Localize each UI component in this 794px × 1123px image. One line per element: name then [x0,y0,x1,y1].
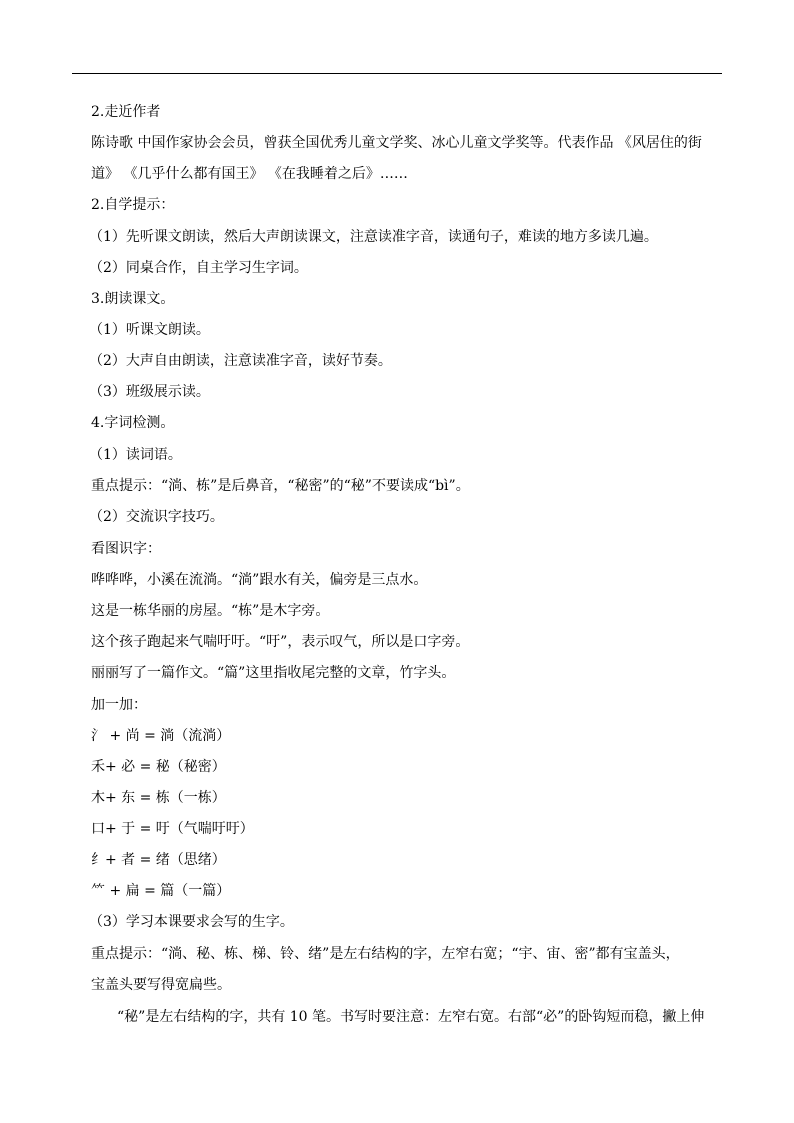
add-formula-6: ⺮ + 扁 = 篇（一篇） [91,883,231,899]
section-heading-self-study: 2.自学提示： [91,197,175,213]
author-bio-line-1: 陈诗歌 中国作家协会会员，曾获全国优秀儿童文学奖、冰心儿童文学奖等。代表作品 《风居住的街 [91,135,702,151]
author-bio-line-2: 道》 《几乎什么都有国王》 《在我睡着之后》…… [91,166,408,182]
key-tip-structure-line-1: 重点提示：“淌、秘、栋、梯、铃、绪”是左右结构的字，左窄右宽；“宇、宙、密”都有宝盖头， [91,946,680,962]
picture-literacy-line-2: 这是一栋华丽的房屋。“栋”是木字旁。 [91,603,330,619]
add-formula-2: 禾+ 必 = 秘（秘密） [91,759,226,775]
add-heading: 加一加： [91,697,147,713]
picture-literacy-line-3: 这个孩子跑起来气喘吁吁。“吁”，表示叹气，所以是口字旁。 [91,634,470,650]
reading-item-3: （3）班级展示读。 [89,384,210,400]
reading-item-1: （1）听课文朗读。 [89,322,210,338]
picture-literacy-line-4: 丽丽写了一篇作文。“篇”这里指收尾完整的文章，竹字头。 [91,665,456,681]
add-formula-1: 氵 + 尚 = 淌（流淌） [91,728,231,744]
header-rule [72,73,722,74]
self-study-item-2: （2）同桌合作，自主学习生字词。 [89,260,308,276]
writing-guidance-line: “秘”是左右结构的字，共有 10 笔。书写时要注意：左窄右宽。右部“必”的卧钩短而稳，撇上伸 [117,1009,705,1025]
key-tip-pronunciation: 重点提示：“淌、栋”是后鼻音，“秘密”的“秘”不要读成“bì”。 [91,478,470,494]
reading-item-2: （2）大声自由朗读，注意读准字音，读好节奏。 [89,353,392,369]
vocab-item-3: （3）学习本课要求会写的生字。 [89,914,294,930]
self-study-item-1: （1）先听课文朗读，然后大声朗读课文，注意读准字音，读通句子，难读的地方多读几遍。 [89,229,658,245]
add-formula-4: 口+ 于 = 吁（气喘吁吁） [91,821,254,837]
add-formula-5: 纟+ 者 = 绪（思绪） [91,852,226,868]
vocab-item-2: （2）交流识字技巧。 [89,509,224,525]
add-formula-3: 木+ 东 = 栋（一栋） [91,790,226,806]
key-tip-structure-line-2: 宝盖头要写得宽扁些。 [91,977,231,993]
vocab-item-1: （1）读词语。 [89,447,182,463]
picture-literacy-heading: 看图识字： [91,541,161,557]
section-heading-vocab-check: 4.字词检测。 [91,415,175,431]
picture-literacy-line-1: 哗哗哗，小溪在流淌。“淌”跟水有关，偏旁是三点水。 [91,572,428,588]
section-heading-author: 2.走近作者 [91,104,161,120]
section-heading-reading: 3.朗读课文。 [91,291,175,307]
